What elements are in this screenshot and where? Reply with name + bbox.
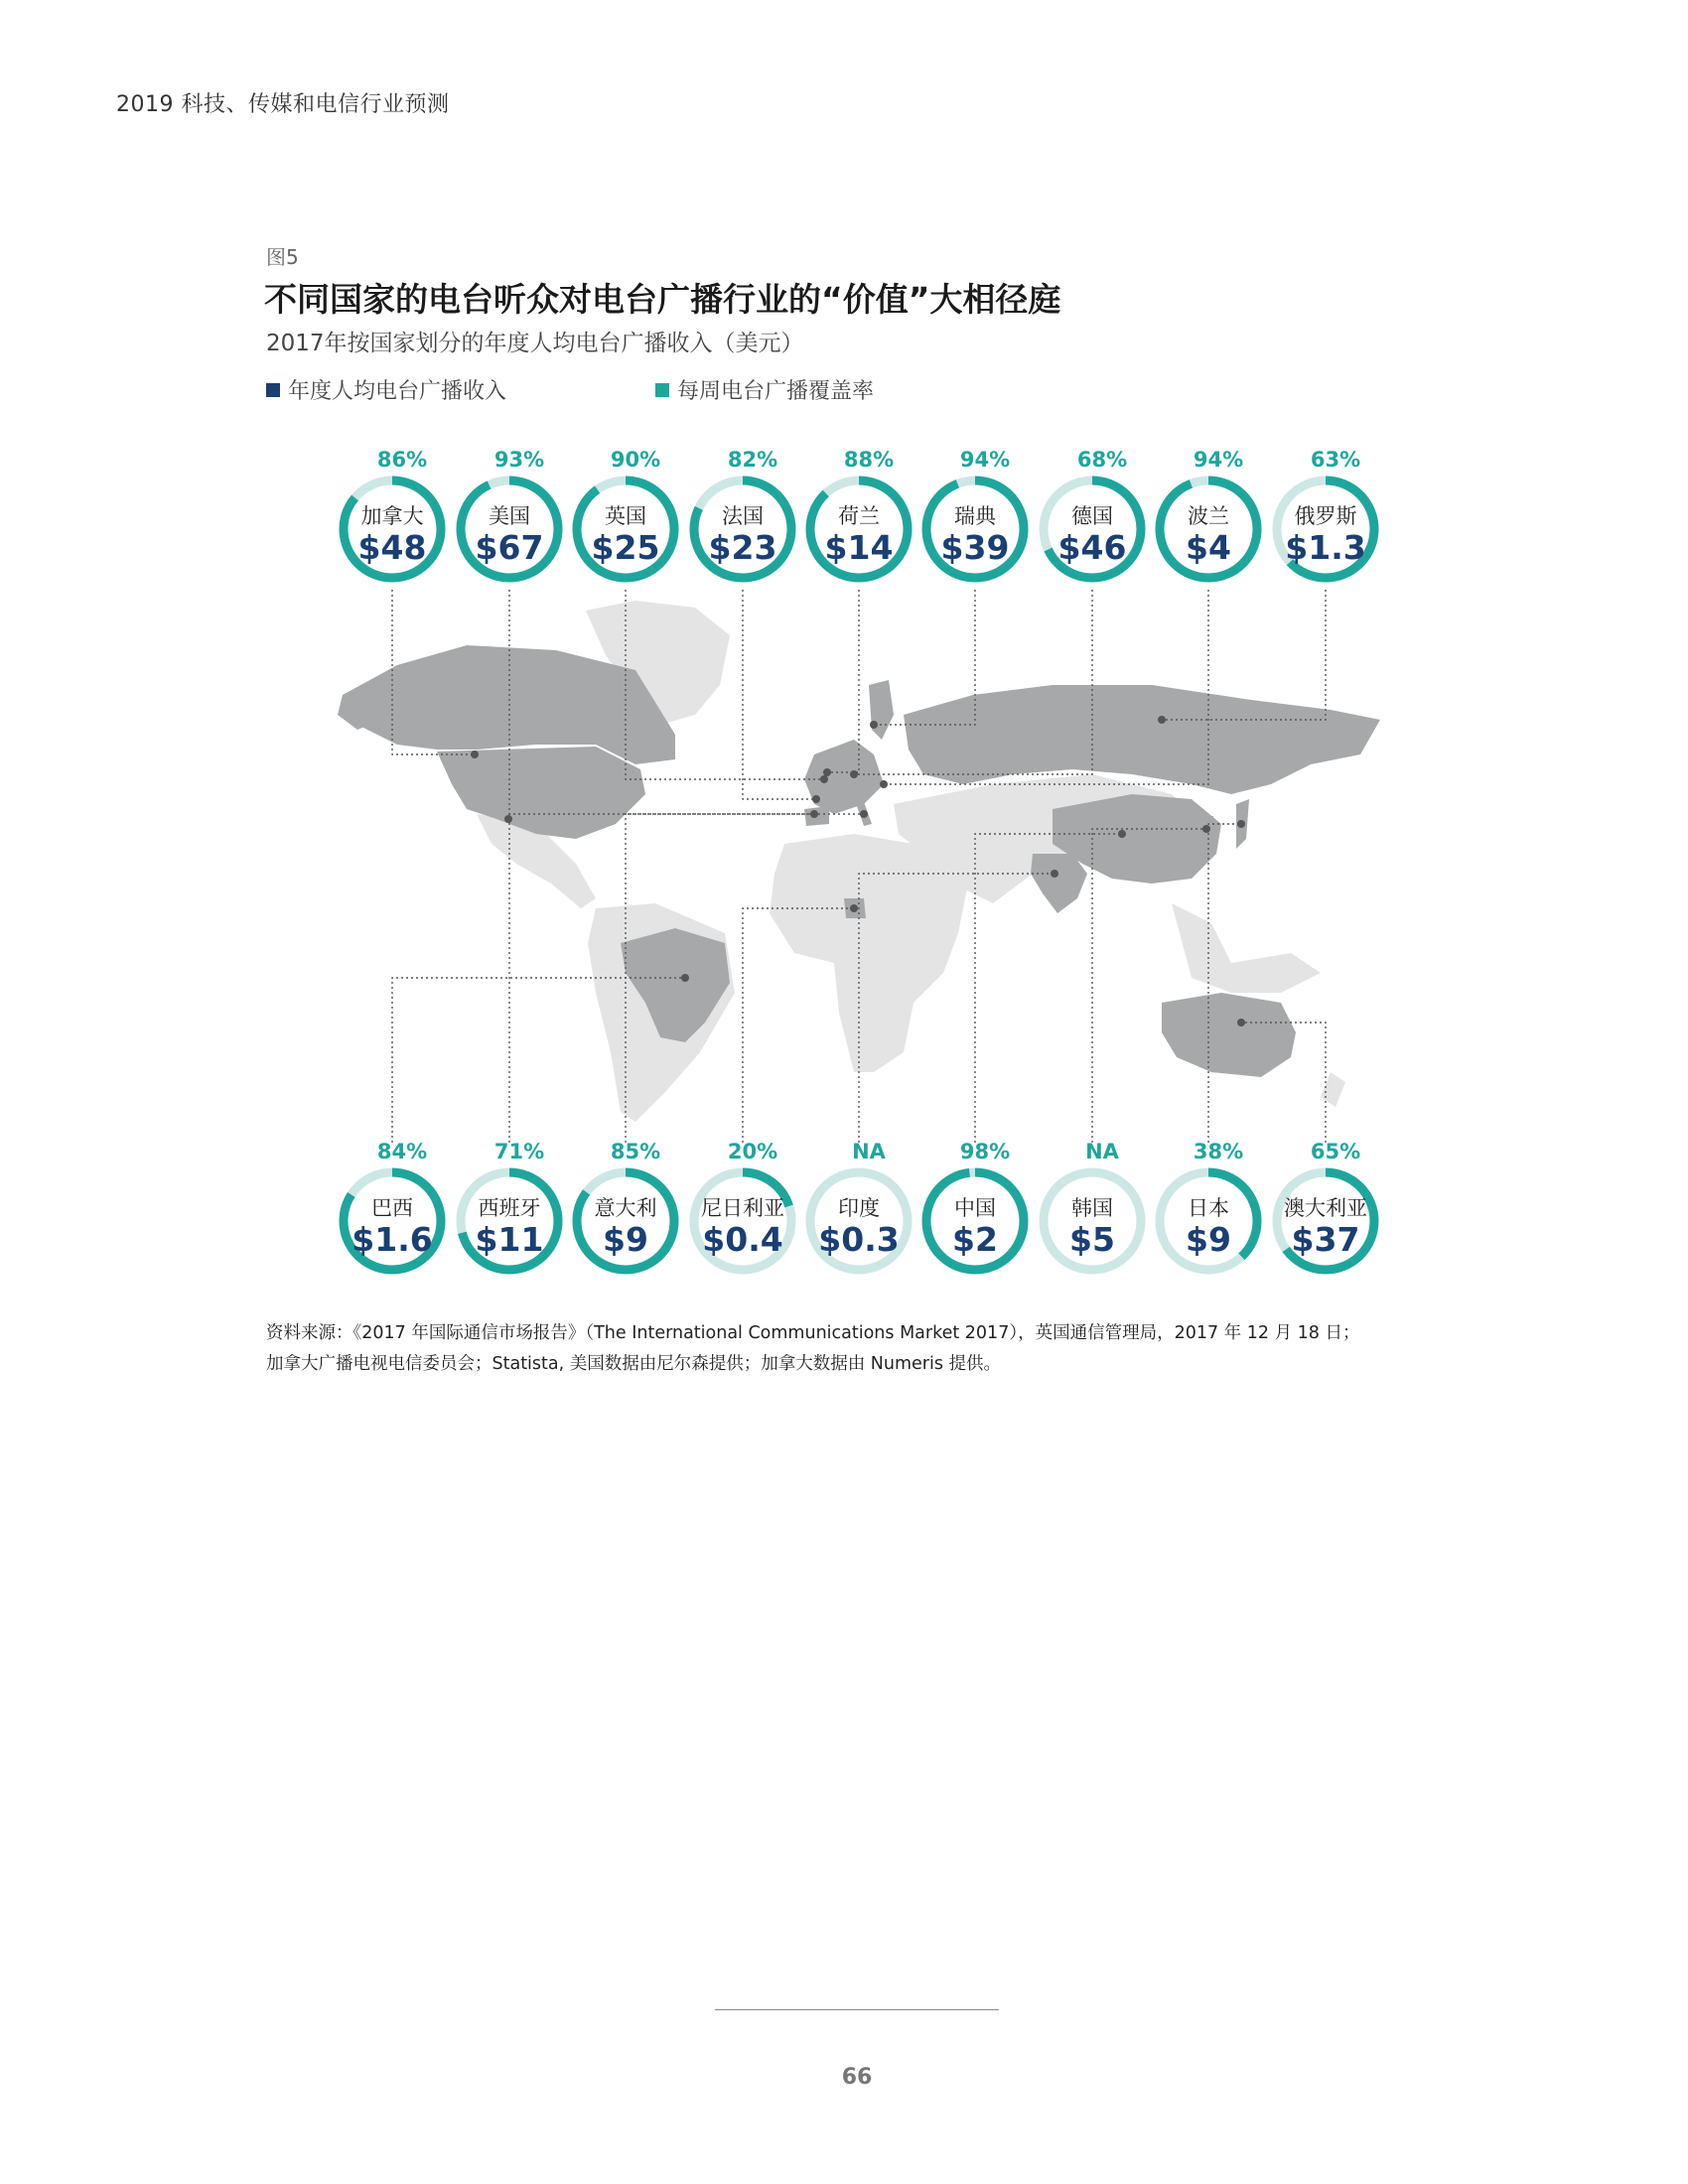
country-name: 瑞典 [954,504,996,528]
country-name: 美国 [489,504,530,528]
country-dot [880,780,888,788]
reach-label: 94% [959,448,1011,472]
country-name: 意大利 [594,1196,657,1220]
country-dot [681,974,689,982]
country-name: 波兰 [1188,504,1229,528]
country-dot [812,795,820,803]
country-donut [577,448,674,578]
map-southeast-asia [1172,903,1321,993]
reach-label: 88% [843,448,895,472]
country-donut [1277,448,1374,578]
country-dot [1158,716,1166,724]
country-dot [471,751,479,758]
country-donut [926,1140,1024,1270]
revenue-value: $67 [475,528,544,567]
connector-line [743,590,816,799]
reach-label: 86% [376,448,428,472]
country-name: 英国 [605,504,646,528]
source-line-2: 加拿大广播电视电信委员会；Statista, 美国数据由尼尔森提供；加拿大数据由 Numeris 提供。 [266,1354,1002,1374]
revenue-value: $11 [475,1220,544,1259]
revenue-value: $4 [1186,528,1231,567]
revenue-value: $37 [1291,1220,1360,1259]
revenue-value: $1.3 [1285,528,1366,567]
revenue-value: $39 [940,528,1010,567]
country-name: 荷兰 [838,504,880,528]
report-header: 2019 科技、传媒和电信行业预测 [116,92,450,117]
country-donut [1277,1140,1374,1270]
revenue-value: $25 [591,528,660,567]
revenue-value: $14 [824,528,894,567]
reach-label: 93% [493,448,545,472]
revenue-value: $9 [1186,1220,1231,1259]
country-name: 韩国 [1071,1196,1113,1220]
country-name: 加拿大 [360,504,424,528]
source-line-1: 资料来源：《2017 年国际通信市场报告》（The International Communications Market 2017），英国通信管理局，2017 年 12 月 18 日； [266,1323,1360,1343]
country-donut [1044,1140,1141,1270]
country-donut [344,448,441,578]
country-name: 印度 [838,1196,880,1220]
chart-title: 不同国家的电台听众对电台广播行业的“价值”大相径庭 [264,280,1061,319]
country-dot [1118,830,1126,838]
reach-label: 98% [959,1140,1011,1163]
country-name: 西班牙 [478,1196,541,1220]
revenue-value: $1.6 [352,1220,433,1259]
reach-label: 90% [610,448,661,472]
country-name: 巴西 [371,1196,413,1220]
reach-label: NA [852,1140,886,1163]
country-donut [694,448,791,578]
chart-subtitle: 2017年按国家划分的年度人均电台广播收入（美元） [266,331,804,356]
country-name: 法国 [722,504,764,528]
figure-label: 图5 [266,245,299,269]
world-map [338,601,1380,1122]
country-dot [823,768,831,776]
country-dot [1237,1019,1245,1026]
country-donut [461,448,558,578]
country-dot [820,775,828,783]
country-donut [1044,448,1141,578]
country-donut [1160,1140,1257,1270]
legend-label-reach: 每周电台广播覆盖率 [677,379,875,404]
reach-label: 38% [1193,1140,1244,1163]
country-name: 尼日利亚 [701,1196,784,1220]
map-africa [770,834,968,1072]
country-name: 澳大利亚 [1284,1196,1367,1220]
country-dot [850,770,858,778]
country-donut [694,1140,791,1270]
page-number: 66 [841,2065,873,2090]
map-sweden [869,680,894,740]
country-dot [870,721,878,729]
revenue-value: $5 [1069,1220,1115,1259]
map-australia [1162,993,1296,1077]
map-usa [437,747,645,839]
country-donut [461,1140,558,1270]
country-donut [926,448,1024,578]
country-name: 日本 [1188,1196,1229,1220]
reach-label: 68% [1076,448,1128,472]
country-name: 中国 [954,1196,996,1220]
country-donut [810,1140,908,1270]
revenue-value: $9 [603,1220,648,1259]
revenue-value: $2 [952,1220,998,1259]
reach-label: 94% [1193,448,1244,472]
reach-label: 65% [1310,1140,1361,1163]
footer-divider [715,2009,999,2010]
country-name: 德国 [1071,504,1113,528]
country-dot [850,904,858,912]
reach-label: 85% [610,1140,661,1163]
reach-label: 82% [727,448,778,472]
country-donut [344,1140,441,1270]
country-dot [504,815,512,823]
revenue-value: $0.3 [818,1220,900,1259]
reach-label: 71% [493,1140,545,1163]
reach-label: 84% [376,1140,428,1163]
country-dot [1237,820,1245,828]
country-donut [577,1140,674,1270]
reach-label: 63% [1310,448,1361,472]
country-dot [1202,825,1210,833]
legend-label-revenue: 年度人均电台广播收入 [288,379,507,404]
revenue-value: $48 [357,528,427,567]
map-russia [904,685,1380,794]
source-note [266,1318,1458,1380]
reach-label: 20% [727,1140,778,1163]
reach-label: NA [1085,1140,1119,1163]
revenue-value: $23 [708,528,777,567]
country-dot [860,810,868,818]
country-dot [1051,870,1058,878]
revenue-value: $46 [1057,528,1127,567]
revenue-value: $0.4 [702,1220,783,1259]
country-donut [810,448,908,578]
map-india [1031,854,1087,913]
map-new-zealand [1321,1072,1345,1107]
country-donut [1160,448,1257,578]
country-name: 俄罗斯 [1294,504,1357,528]
